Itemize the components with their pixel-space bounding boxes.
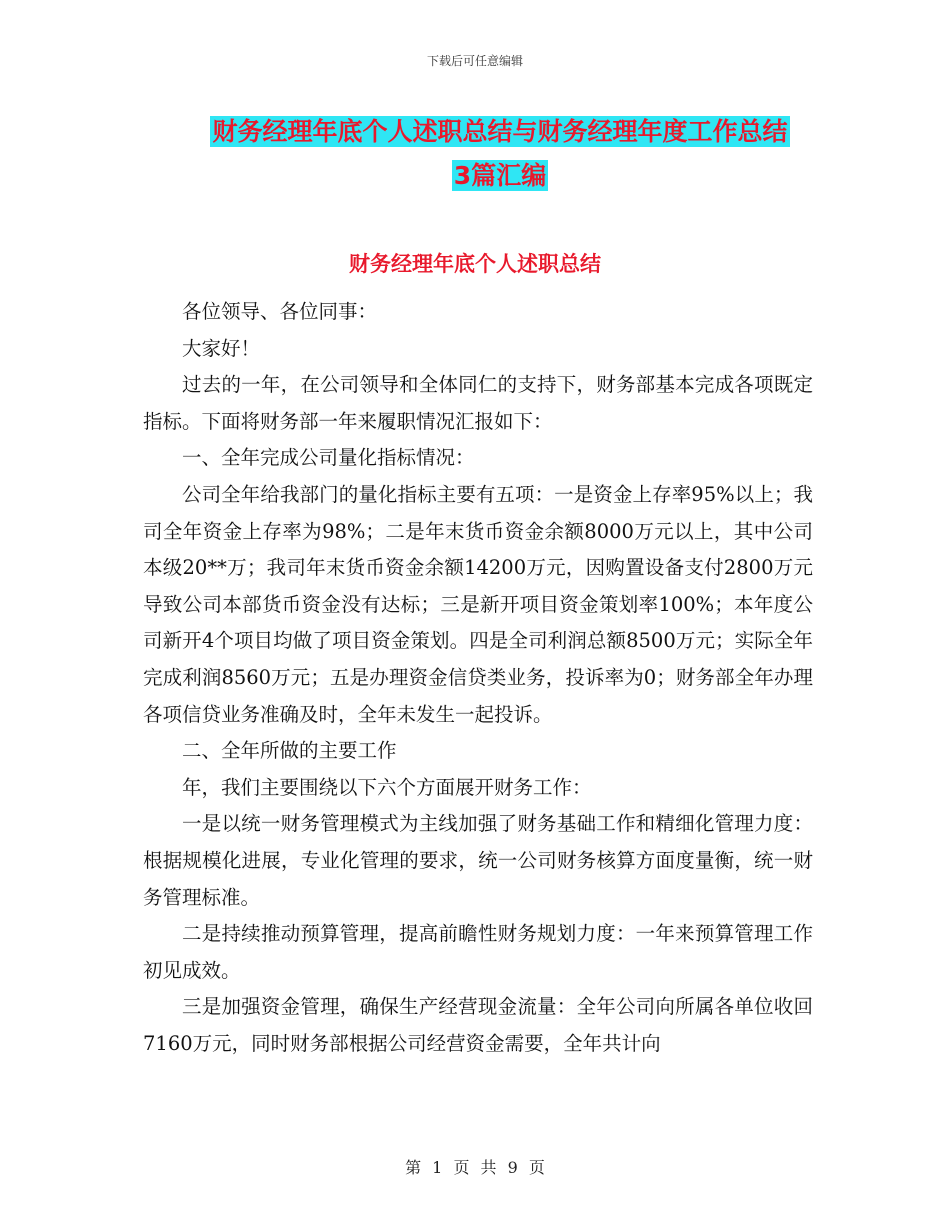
document-title: [140, 110, 860, 198]
page-footer: 第 1 页 共 9 页: [405, 1158, 545, 1177]
paragraph: 过去的一年，在公司领导和全体同仁的支持下，财务部基本完成各项既定指标。下面将财务部一年来履职情况汇报如下：: [143, 373, 813, 433]
paragraph: 一、全年完成公司量化指标情况：: [182, 446, 475, 470]
paragraph: 大家好！: [182, 336, 261, 360]
paragraph: 一是以统一财务管理模式为主线加强了财务基础工作和精细化管理力度：根据规模化进展，专业化管理的要求，统一公司财务核算方面度量衡，统一财务管理标准。: [143, 812, 813, 909]
paragraph: 二是持续推动预算管理，提高前瞻性财务规划力度：一年来预算管理工作初见成效。: [143, 922, 813, 982]
body-text: [143, 294, 813, 1062]
header-note: 下载后可任意编辑: [426, 54, 523, 68]
paragraph: 公司全年给我部门的量化指标主要有五项：一是资金上存率95%以上；我司全年资金上存率为98%；二是年末货币资金余额8000万元以上，其中公司本级20**万；我司年末货币资金余额14200万元，因购置设备支付2800万元导致公司本部货币资金没有达标；三是新开项目资金策划率100%；本年度公司新开4个项目均做了项目资金策划。四是全司利润总额8500万元；实际全年完成利润8560万元；五是办理资金信贷类业务，投诉率为0；财务部全年办理各项信贷业务准确及时，全年未发生一起投诉。: [143, 482, 813, 726]
section-title: 财务经理年底个人述职总结: [349, 252, 601, 276]
paragraph: 年，我们主要围绕以下六个方面展开财务工作：: [182, 775, 592, 799]
paragraph: 各位领导、各位同事：: [182, 300, 378, 323]
paragraph: 三是加强资金管理，确保生产经营现金流量：全年公司向所属各单位收回7160万元，同时财务部根据公司经营资金需要，全年共计向: [143, 995, 813, 1055]
document-title-line-2: 3篇汇编: [453, 161, 547, 190]
document-title-line-1: 财务经理年底个人述职总结与财务经理年度工作总结: [212, 117, 788, 146]
paragraph: 二、全年所做的主要工作: [182, 739, 397, 763]
